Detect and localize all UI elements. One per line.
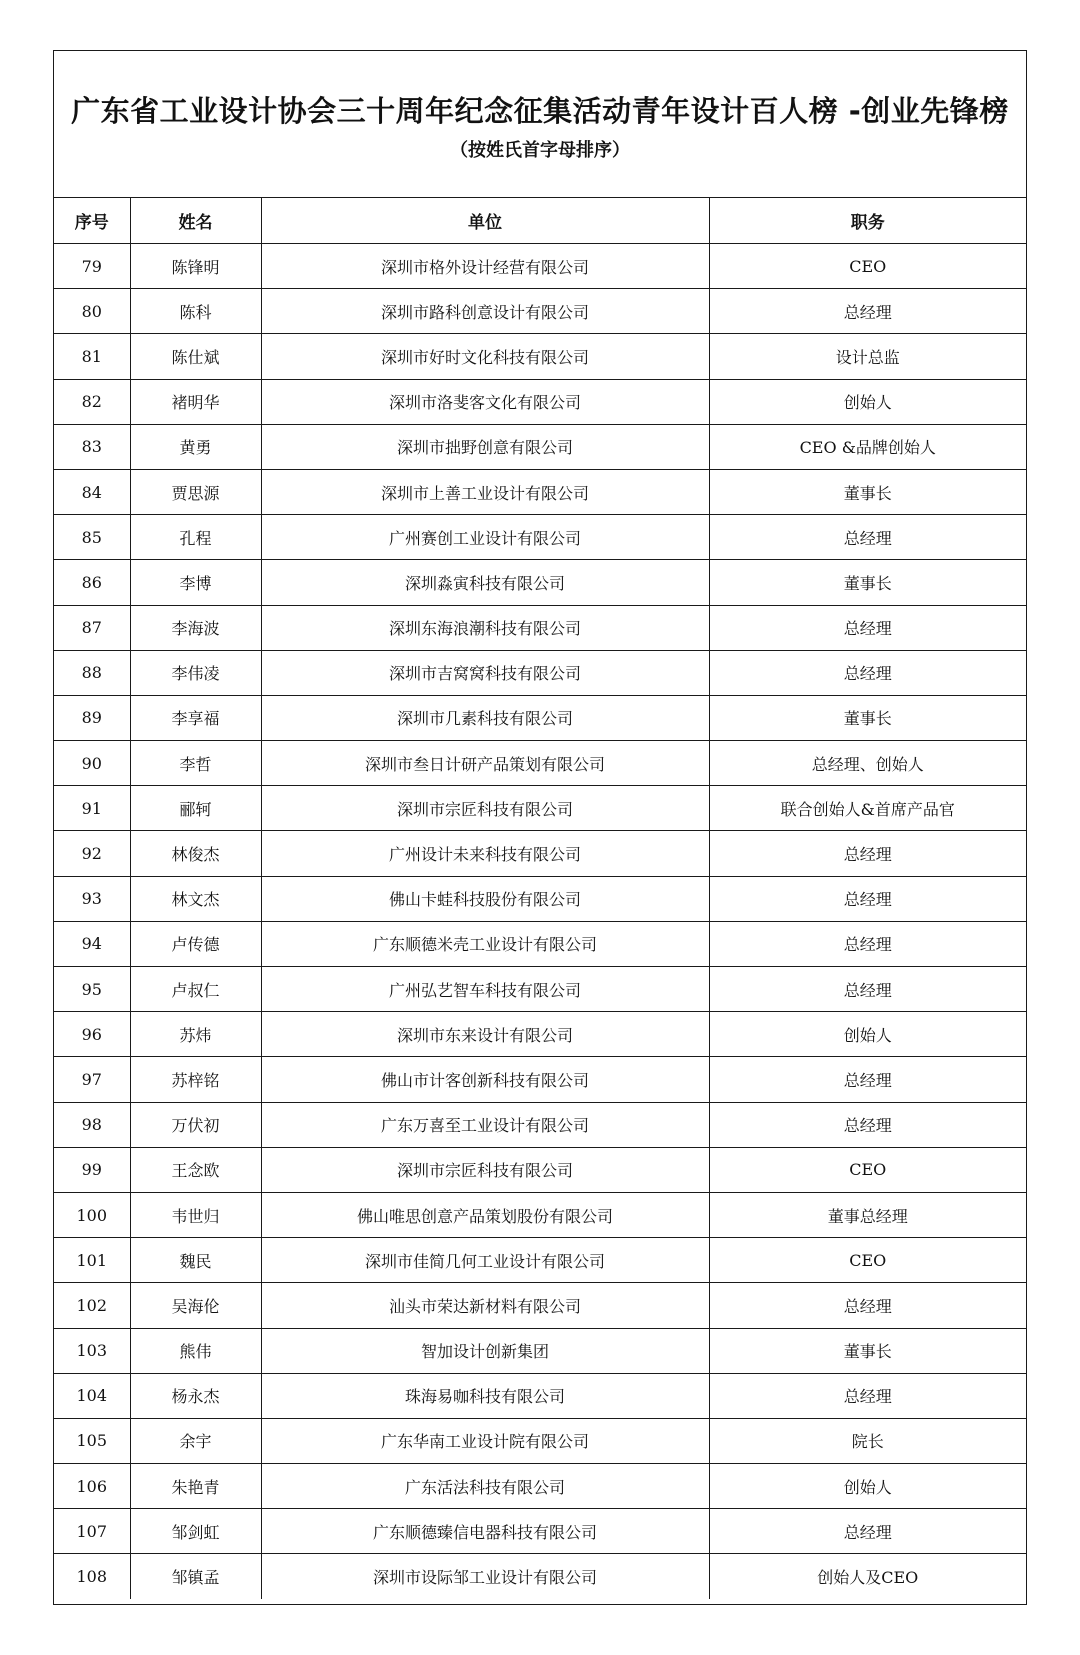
cell-no: 80 xyxy=(54,289,130,334)
cell-no: 91 xyxy=(54,786,130,831)
cell-org: 深圳市格外设计经营有限公司 xyxy=(261,244,709,289)
cell-no: 100 xyxy=(54,1192,130,1237)
table-row xyxy=(54,289,1026,334)
cell-position: 总经理 xyxy=(709,605,1026,650)
cell-org: 深圳市吉窝窝科技有限公司 xyxy=(261,650,709,695)
table-row xyxy=(54,876,1026,921)
table-row xyxy=(54,469,1026,514)
cell-org: 深圳市东来设计有限公司 xyxy=(261,1012,709,1057)
page-title: 广东省工业设计协会三十周年纪念征集活动青年设计百人榜 -创业先锋榜 xyxy=(71,94,1009,128)
cell-no: 90 xyxy=(54,741,130,786)
cell-position: CEO xyxy=(709,1238,1026,1283)
cell-no: 82 xyxy=(54,379,130,424)
cell-name: 万伏初 xyxy=(130,1102,261,1147)
cell-position: 总经理 xyxy=(709,1102,1026,1147)
cell-name: 吴海伦 xyxy=(130,1283,261,1328)
cell-name: 韦世归 xyxy=(130,1192,261,1237)
table-row xyxy=(54,650,1026,695)
cell-name: 陈仕斌 xyxy=(130,334,261,379)
table-row xyxy=(54,1147,1026,1192)
table-row xyxy=(54,741,1026,786)
cell-no: 103 xyxy=(54,1328,130,1373)
cell-position: 院长 xyxy=(709,1418,1026,1463)
cell-org: 深圳市佳简几何工业设计有限公司 xyxy=(261,1238,709,1283)
cell-name: 卢叔仁 xyxy=(130,967,261,1012)
cell-no: 104 xyxy=(54,1373,130,1418)
cell-org: 深圳市宗匠科技有限公司 xyxy=(261,1147,709,1192)
cell-no: 86 xyxy=(54,560,130,605)
cell-no: 89 xyxy=(54,695,130,740)
cell-org: 深圳市洛斐客文化有限公司 xyxy=(261,379,709,424)
cell-position: 董事长 xyxy=(709,1328,1026,1373)
cell-org: 广东顺德臻信电器科技有限公司 xyxy=(261,1509,709,1554)
table-row xyxy=(54,695,1026,740)
cell-position: 总经理 xyxy=(709,650,1026,695)
cell-org: 深圳市拙野创意有限公司 xyxy=(261,424,709,469)
cell-name: 黄勇 xyxy=(130,424,261,469)
cell-no: 102 xyxy=(54,1283,130,1328)
title-block xyxy=(54,51,1026,198)
cell-org: 广州弘艺智车科技有限公司 xyxy=(261,967,709,1012)
cell-position: 创始人 xyxy=(709,1464,1026,1509)
cell-no: 99 xyxy=(54,1147,130,1192)
header-position: 职务 xyxy=(709,198,1026,244)
cell-org: 深圳市设际邹工业设计有限公司 xyxy=(261,1554,709,1599)
cell-position: 设计总监 xyxy=(709,334,1026,379)
cell-name: 卢传德 xyxy=(130,921,261,966)
cell-name: 李博 xyxy=(130,560,261,605)
cell-position: 总经理 xyxy=(709,1057,1026,1102)
cell-no: 92 xyxy=(54,831,130,876)
table-row xyxy=(54,831,1026,876)
cell-no: 81 xyxy=(54,334,130,379)
table-row xyxy=(54,1238,1026,1283)
cell-no: 106 xyxy=(54,1464,130,1509)
cell-no: 96 xyxy=(54,1012,130,1057)
cell-position: 董事总经理 xyxy=(709,1192,1026,1237)
ranking-sheet xyxy=(53,50,1027,1605)
cell-org: 珠海易咖科技有限公司 xyxy=(261,1373,709,1418)
cell-position: 总经理 xyxy=(709,1509,1026,1554)
cell-name: 杨永杰 xyxy=(130,1373,261,1418)
cell-no: 87 xyxy=(54,605,130,650)
cell-org: 广州赛创工业设计有限公司 xyxy=(261,515,709,560)
table-row xyxy=(54,1418,1026,1463)
table-row xyxy=(54,967,1026,1012)
table-row xyxy=(54,1509,1026,1554)
cell-position: 创始人 xyxy=(709,379,1026,424)
cell-no: 94 xyxy=(54,921,130,966)
cell-org: 佛山唯思创意产品策划股份有限公司 xyxy=(261,1192,709,1237)
table-row xyxy=(54,1328,1026,1373)
cell-name: 李海波 xyxy=(130,605,261,650)
cell-position: 总经理、创始人 xyxy=(709,741,1026,786)
cell-org: 深圳市宗匠科技有限公司 xyxy=(261,786,709,831)
table-row xyxy=(54,424,1026,469)
cell-position: 董事长 xyxy=(709,695,1026,740)
cell-no: 79 xyxy=(54,244,130,289)
table-row xyxy=(54,334,1026,379)
table-row xyxy=(54,1464,1026,1509)
cell-name: 苏梓铭 xyxy=(130,1057,261,1102)
cell-no: 83 xyxy=(54,424,130,469)
cell-no: 93 xyxy=(54,876,130,921)
cell-position: 总经理 xyxy=(709,921,1026,966)
cell-org: 深圳市路科创意设计有限公司 xyxy=(261,289,709,334)
cell-name: 林俊杰 xyxy=(130,831,261,876)
cell-position: 总经理 xyxy=(709,1283,1026,1328)
cell-org: 广东活法科技有限公司 xyxy=(261,1464,709,1509)
cell-org: 深圳市几素科技有限公司 xyxy=(261,695,709,740)
cell-name: 孔程 xyxy=(130,515,261,560)
table-row xyxy=(54,515,1026,560)
cell-name: 李享福 xyxy=(130,695,261,740)
cell-position: 总经理 xyxy=(709,1373,1026,1418)
cell-org: 广东华南工业设计院有限公司 xyxy=(261,1418,709,1463)
cell-org: 智加设计创新集团 xyxy=(261,1328,709,1373)
cell-no: 105 xyxy=(54,1418,130,1463)
table-row xyxy=(54,921,1026,966)
cell-name: 熊伟 xyxy=(130,1328,261,1373)
header-name: 姓名 xyxy=(130,198,261,244)
cell-no: 84 xyxy=(54,469,130,514)
cell-org: 佛山市计客创新科技有限公司 xyxy=(261,1057,709,1102)
cell-position: CEO xyxy=(709,244,1026,289)
table-row xyxy=(54,1012,1026,1057)
cell-position: 总经理 xyxy=(709,967,1026,1012)
cell-position: 创始人 xyxy=(709,1012,1026,1057)
cell-name: 贾思源 xyxy=(130,469,261,514)
cell-org: 广东顺德米壳工业设计有限公司 xyxy=(261,921,709,966)
cell-no: 108 xyxy=(54,1554,130,1599)
cell-name: 王念欧 xyxy=(130,1147,261,1192)
table-row xyxy=(54,244,1026,289)
table-row xyxy=(54,1057,1026,1102)
cell-org: 深圳淼寅科技有限公司 xyxy=(261,560,709,605)
cell-name: 余宇 xyxy=(130,1418,261,1463)
cell-org: 广东万喜至工业设计有限公司 xyxy=(261,1102,709,1147)
cell-no: 95 xyxy=(54,967,130,1012)
cell-position: 联合创始人&首席产品官 xyxy=(709,786,1026,831)
cell-name: 魏民 xyxy=(130,1238,261,1283)
cell-name: 李哲 xyxy=(130,741,261,786)
cell-org: 佛山卡蛙科技股份有限公司 xyxy=(261,876,709,921)
header-org: 单位 xyxy=(261,198,709,244)
cell-position: 总经理 xyxy=(709,515,1026,560)
cell-org: 深圳东海浪潮科技有限公司 xyxy=(261,605,709,650)
cell-no: 107 xyxy=(54,1509,130,1554)
cell-name: 邹剑虹 xyxy=(130,1509,261,1554)
cell-no: 101 xyxy=(54,1238,130,1283)
cell-position: 董事长 xyxy=(709,560,1026,605)
table-row xyxy=(54,1283,1026,1328)
header-no: 序号 xyxy=(74,213,109,233)
cell-name: 朱艳青 xyxy=(130,1464,261,1509)
cell-no: 97 xyxy=(54,1057,130,1102)
cell-name: 陈科 xyxy=(130,289,261,334)
cell-position: 总经理 xyxy=(709,876,1026,921)
table-header-row xyxy=(54,198,1026,244)
table-row xyxy=(54,1102,1026,1147)
table-body xyxy=(54,244,1026,1599)
cell-org: 汕头市荣达新材料有限公司 xyxy=(261,1283,709,1328)
cell-name: 林文杰 xyxy=(130,876,261,921)
cell-name: 邹镇孟 xyxy=(130,1554,261,1599)
ranking-table xyxy=(54,198,1026,1599)
page-subtitle: （按姓氏首字母排序） xyxy=(450,140,630,161)
cell-name: 李伟凌 xyxy=(130,650,261,695)
cell-no: 98 xyxy=(54,1102,130,1147)
table-row xyxy=(54,1373,1026,1418)
cell-org: 深圳市好时文化科技有限公司 xyxy=(261,334,709,379)
cell-position: 董事长 xyxy=(709,469,1026,514)
cell-name: 郦轲 xyxy=(130,786,261,831)
cell-name: 陈锋明 xyxy=(130,244,261,289)
table-row xyxy=(54,1554,1026,1599)
cell-no: 88 xyxy=(54,650,130,695)
table-row xyxy=(54,379,1026,424)
table-row xyxy=(54,560,1026,605)
cell-position: CEO xyxy=(709,1147,1026,1192)
cell-no: 85 xyxy=(54,515,130,560)
table-row xyxy=(54,605,1026,650)
cell-org: 深圳市叁日计研产品策划有限公司 xyxy=(261,741,709,786)
cell-name: 褚明华 xyxy=(130,379,261,424)
cell-org: 广州设计未来科技有限公司 xyxy=(261,831,709,876)
cell-position: 创始人及CEO xyxy=(709,1554,1026,1599)
cell-position: 总经理 xyxy=(709,289,1026,334)
cell-org: 深圳市上善工业设计有限公司 xyxy=(261,469,709,514)
cell-position: CEO &品牌创始人 xyxy=(709,424,1026,469)
cell-position: 总经理 xyxy=(709,831,1026,876)
cell-name: 苏炜 xyxy=(130,1012,261,1057)
table-row xyxy=(54,786,1026,831)
table-row xyxy=(54,1192,1026,1237)
